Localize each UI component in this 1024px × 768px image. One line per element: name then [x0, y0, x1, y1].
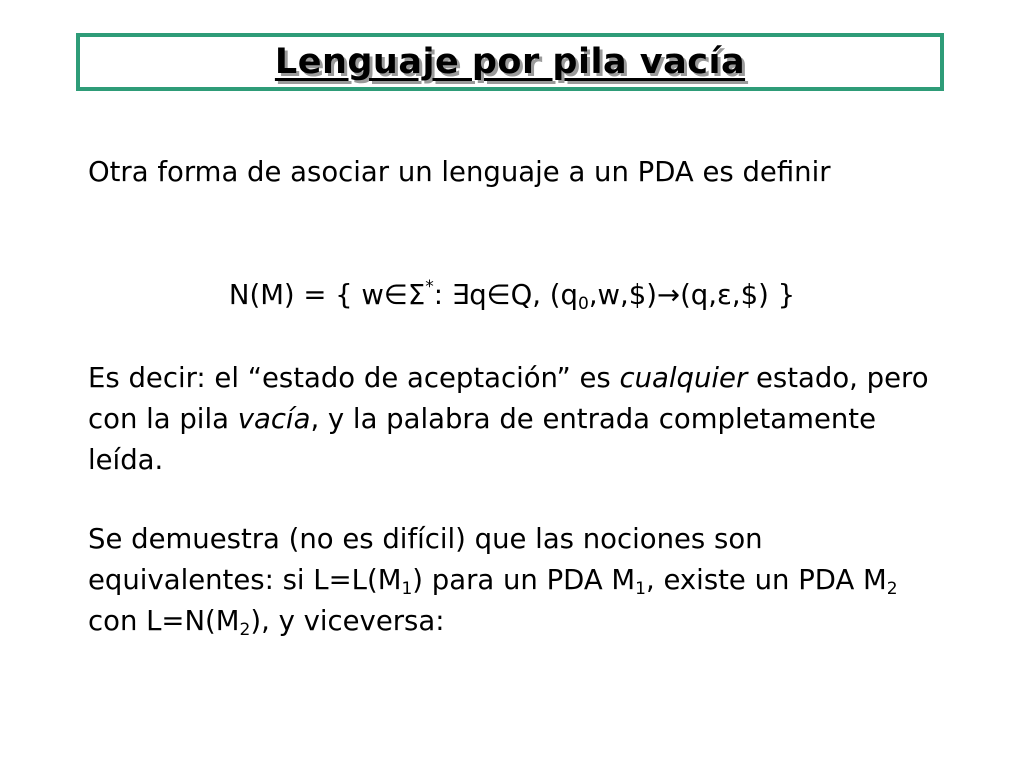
element-of-symbol: ∈ — [383, 279, 408, 311]
slide-title: Lenguaje por pila vacía — [274, 42, 746, 82]
formula — [0, 275, 1024, 316]
formula-lhs: N(M) = { w — [228, 279, 384, 311]
formula-part: ,$) } — [731, 279, 796, 311]
formula-q: q — [469, 279, 487, 311]
emphasis-vacia: vacía — [237, 403, 311, 435]
kleene-star: * — [425, 277, 434, 298]
epsilon-symbol: ε — [717, 279, 732, 311]
text-run: Se demuestra (no es difícil) que las nociones son equivalentes: si L=L(M — [88, 523, 763, 596]
equivalence-paragraph — [88, 519, 948, 642]
text-run: con L=N(M — [88, 605, 240, 637]
text-run: Es decir: el “estado de aceptación” es — [88, 362, 620, 394]
text-run: ) para un PDA M — [412, 564, 636, 596]
exists-symbol: ∃ — [451, 279, 470, 311]
formula-part: ,w,$) — [588, 279, 658, 311]
subscript: 1 — [401, 579, 413, 600]
text-run: , existe un PDA M — [645, 564, 887, 596]
text-run: , y la palabra de entrada completamente leída. — [88, 403, 877, 476]
formula-part: (q, — [680, 279, 717, 311]
explanation-paragraph — [88, 358, 948, 481]
sigma-symbol: Σ — [407, 279, 426, 311]
formula-colon: : — [433, 279, 452, 311]
subscript: 1 — [635, 579, 646, 600]
arrow-symbol: → — [657, 279, 681, 311]
text-run: estado, pero con la pila — [88, 362, 929, 435]
intro-paragraph: Otra forma de asociar un lenguaje a un PDA es definir — [88, 156, 831, 188]
text-run: ), y viceversa: — [250, 605, 445, 637]
formula-part: Q, (q — [510, 279, 578, 311]
emphasis-cualquier: cualquier — [619, 362, 748, 394]
element-of-symbol: ∈ — [486, 279, 511, 311]
title-box — [76, 33, 944, 91]
subscript: 0 — [577, 294, 589, 315]
subscript: 2 — [886, 579, 898, 600]
subscript: 2 — [239, 620, 251, 641]
